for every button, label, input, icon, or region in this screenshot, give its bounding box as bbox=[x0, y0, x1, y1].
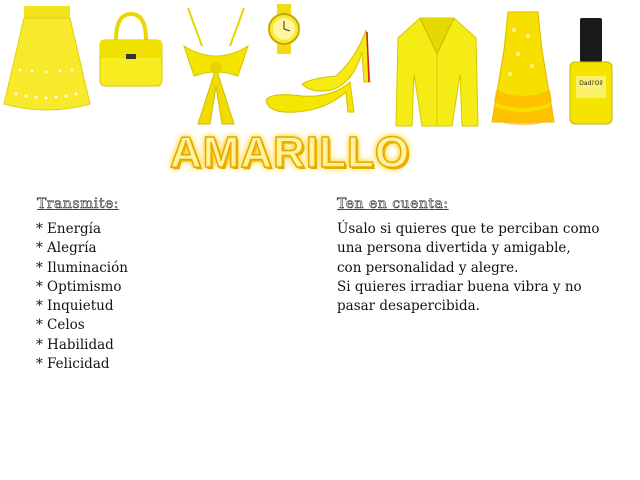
ten-en-cuenta-heading: Ten en cuenta: bbox=[337, 196, 449, 212]
text-line: Úsalo si quieres que te perciban como bbox=[337, 221, 600, 237]
handbag-image bbox=[96, 10, 166, 90]
list-item: * Inquietud bbox=[36, 298, 114, 315]
text-line: pasar desapercibida. bbox=[337, 298, 480, 315]
product-collage bbox=[0, 0, 640, 135]
list-item: * Celos bbox=[36, 317, 85, 334]
text-line: Si quieres irradiar buena vibra y no bbox=[337, 278, 582, 295]
list-item: * Alegría bbox=[36, 240, 97, 257]
bow-top-image bbox=[178, 6, 254, 126]
ten-en-cuenta-text bbox=[337, 220, 637, 316]
transmite-list bbox=[36, 220, 128, 374]
lace-dress-image bbox=[488, 10, 558, 128]
list-item: * Felicidad bbox=[36, 356, 110, 373]
product-label: Dadi'Oil bbox=[579, 80, 603, 87]
page-title: AMARILLO bbox=[169, 128, 411, 177]
text-line: con personalidad y alegre. bbox=[337, 259, 519, 276]
nail-polish-image bbox=[566, 18, 616, 126]
transmite-heading: Transmite: bbox=[37, 196, 119, 212]
skirt-image bbox=[2, 4, 92, 114]
list-item: * Iluminación bbox=[36, 259, 128, 276]
list-item: * Habilidad bbox=[36, 336, 114, 353]
heels-image bbox=[262, 22, 382, 117]
list-item: * Optimismo bbox=[36, 278, 122, 295]
blazer-image bbox=[392, 14, 482, 130]
text-line: una persona divertida y amigable, bbox=[337, 240, 571, 257]
list-item: * Energía bbox=[36, 221, 102, 237]
